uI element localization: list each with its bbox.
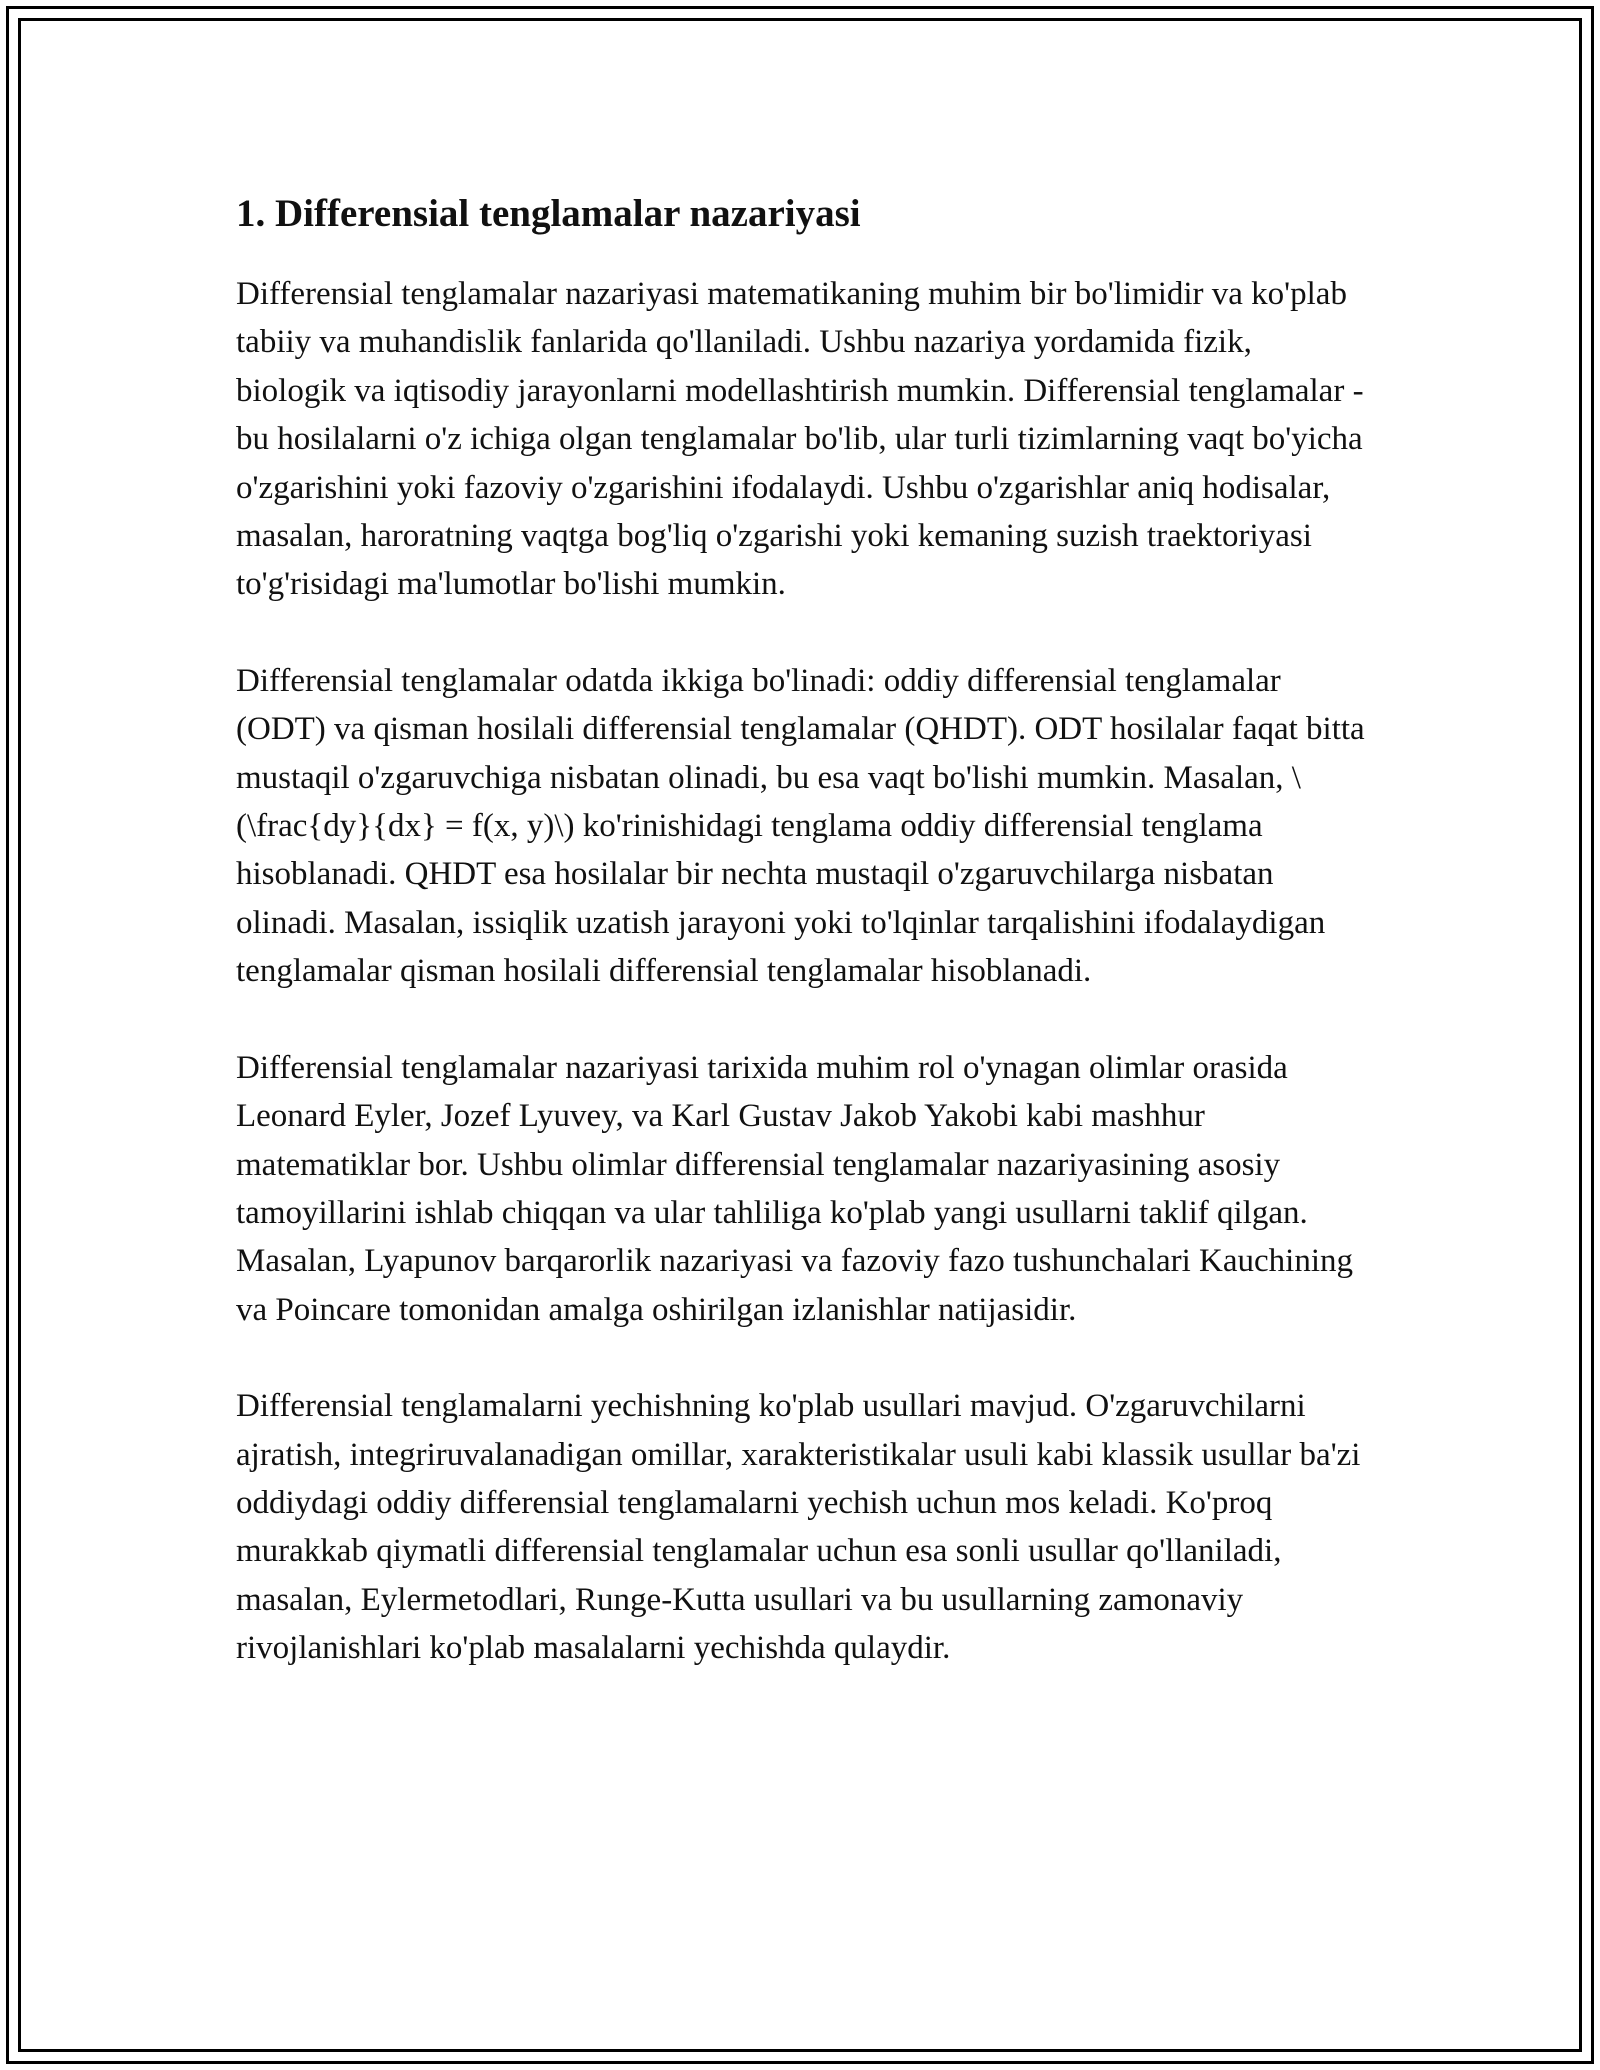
section-heading: 1. Differensial tenglamalar nazariyasi: [236, 192, 861, 235]
paragraph-3: Differensial tenglamalar nazariyasi tarixida muhim rol o'ynagan olimlar orasida Leonard Eyler, Jozef Lyuvey, va Karl Gustav Jakob Yakobi kabi mashhur matematiklar bor. Ushbu olimlar differensial tenglamalar nazariyasining asosiy tamoyillarini ishlab chiqqan va ular tahliliga ko'plab yangi usullarni taklif qilgan. Masalan, Lyapunov barqarorlik nazariyasi va fazoviy fazo tushunchalari Kauchining va Poincare tomonidan amalga oshirilgan izlanishlar natijasidir.: [236, 1049, 1354, 1328]
paragraph-2: Differensial tenglamalar odatda ikkiga bo'linadi: oddiy differensial tenglamalar (ODT) va qisman hosilali differensial tenglamalar (QHDT). ODT hosilalar faqat bitta mustaqil o'zgaruvchiga nisbatan olinadi, bu esa vaqt bo'lishi mumkin. Masalan, \(\frac{dy}{dx} = f(x, y)\) ko'rinishidagi tenglama oddiy differensial tenglama hisoblanadi. QHDT esa hosilalar bir nechta mustaqil o'zgaruvchilarga nisbatan olinadi. Masalan, issiqlik uzatish jarayoni yoki to'lqinlar tarqalishini ifodalaydigan tenglamalar qisman hosilali differensial tenglamalar hisoblanadi.: [236, 662, 1365, 990]
document-body: [236, 190, 1366, 1721]
paragraph-1: Differensial tenglamalar nazariyasi matematikaning muhim bir bo'limidir va ko'plab tabiiy va muhandislik fanlarida qo'llaniladi. Ushbu nazariya yordamida fizik, biologik va iqtisodiy jarayonlarni modellashtirish mumkin. Differensial tenglamalar - bu hosilalarni o'z ichiga olgan tenglamalar bo'lib, ular turli tizimlarning vaqt bo'yicha o'zgarishini yoki fazoviy o'zgarishini ifodalaydi. Ushbu o'zgarishlar aniq hodisalar, masalan, haroratning vaqtga bog'liq o'zgarishi yoki kemaning suzish traektoriyasi to'g'risidagi ma'lumotlar bo'lishi mumkin.: [236, 276, 1364, 603]
paragraph-4: Differensial tenglamalarni yechishning ko'plab usullari mavjud. O'zgaruvchilarni ajratish, integriruvalanadigan omillar, xarakteristikalar usuli kabi klassik usullar ba'zi oddiydagi oddiy differensial tenglamalarni yechish uchun mos keladi. Ko'proq murakkab qiymatli differensial tenglamalar uchun esa sonli usullar qo'llaniladi, masalan, Eylermetodlari, Runge-Kutta usullari va bu usullarning zamonaviy rivojlanishlari ko'plab masalalarni yechishda qulaydir.: [236, 1388, 1361, 1667]
